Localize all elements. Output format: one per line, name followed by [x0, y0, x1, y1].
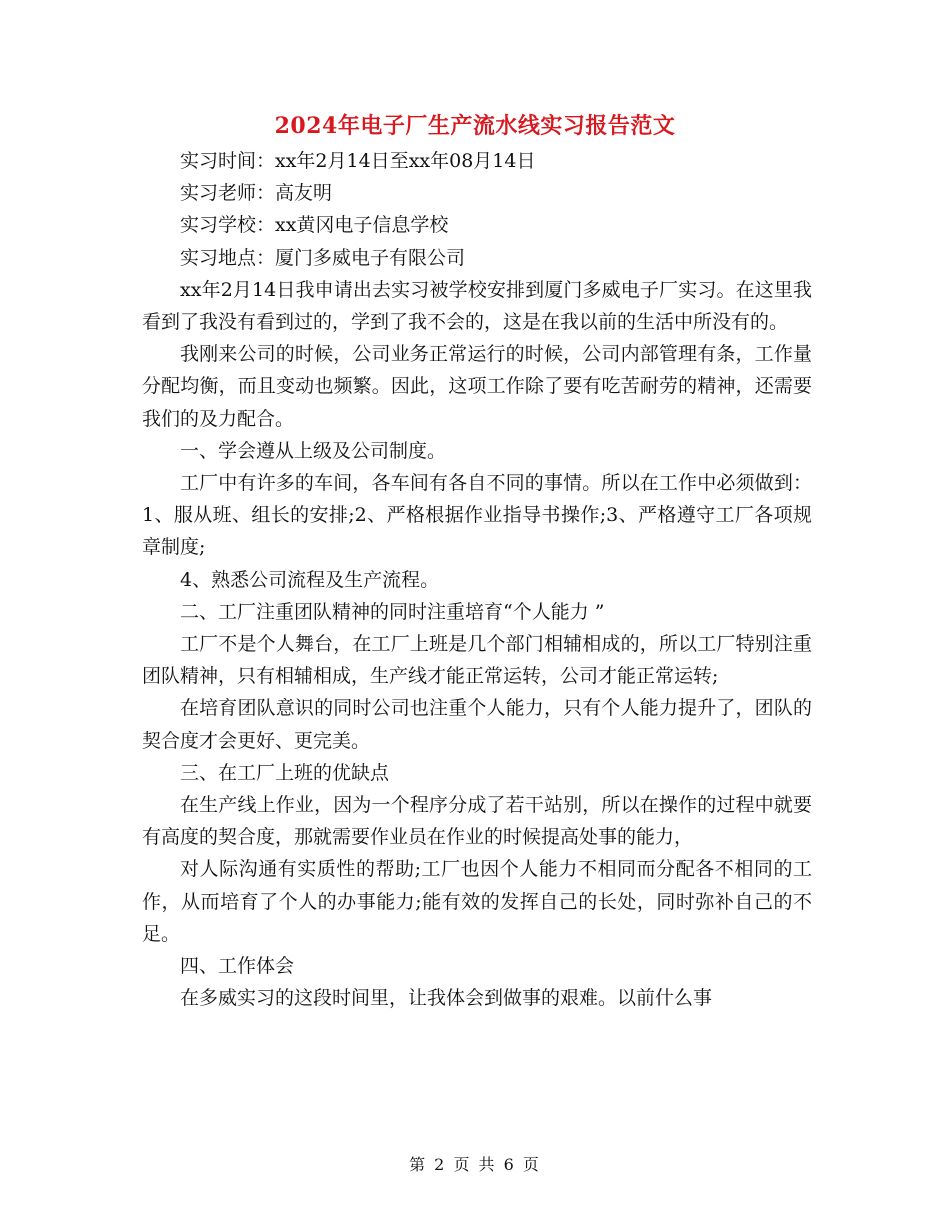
paragraph: 工厂中有许多的车间，各车间有各自不同的事情。所以在工作中必须做到：1、服从班、组长的安排;2、严格根据作业指导书操作;3、严格遵守工厂各项规章制度;	[142, 472, 812, 559]
paragraph: 对人际沟通有实质性的帮助;工厂也因个人能力不相同而分配各不相同的工作，从而培育了个人的办事能力;能有效的发挥自己的长处，同时弥补自己的不足。	[142, 858, 812, 945]
document-title: 2024年电子厂生产流水线实习报告范文	[274, 113, 676, 139]
paragraph: 工厂不是个人舞台，在工厂上班是几个部门相辅相成的，所以工厂特别注重团队精神，只有相辅相成，生产线才能正常运转，公司才能正常运转;	[142, 633, 812, 688]
paragraph: 在培育团队意识的同时公司也注重个人能力，只有个人能力提升了，团队的契合度才会更好、更完美。	[142, 697, 812, 752]
section-heading-3: 三、在工厂上班的优缺点	[180, 761, 390, 784]
paragraph-internship-time: 实习时间：xx年2月14日至xx年08月14日	[180, 150, 536, 172]
paragraph-internship-teacher: 实习老师：高友明	[180, 182, 333, 205]
paragraph: 在生产线上作业，因为一个程序分成了若干站别，所以在操作的过程中就要有高度的契合度，那就需要作业员在作业的时候提高处事的能力，	[142, 794, 812, 849]
paragraph-internship-school: 实习学校：xx黄冈电子信息学校	[180, 214, 449, 237]
paragraph-internship-location: 实习地点：厦门多威电子有限公司	[180, 246, 466, 269]
paragraph: 我刚来公司的时候，公司业务正常运行的时候，公司内部管理有条，工作量分配均衡，而且变动也频繁。因此，这项工作除了要有吃苦耐劳的精神，还需要我们的及力配合。	[142, 343, 812, 430]
paragraph: 在多威实习的这段时间里，让我体会到做事的艰难。以前什么事	[180, 987, 713, 1010]
paragraph: xx年2月14日我申请出去实习被学校安排到厦门多威电子厂实习。在这里我看到了我没有看到过的，学到了我不会的，这是在我以前的生活中所没有的。	[142, 278, 812, 334]
section-heading-2: 二、工厂注重团队精神的同时注重培育“个人能力 ”	[180, 600, 605, 623]
page-number-footer: 第 2 页 共 6 页	[409, 1155, 541, 1174]
document-body	[142, 145, 812, 1014]
section-heading-4: 四、工作体会	[180, 955, 295, 978]
section-heading-1: 一、学会遵从上级及公司制度。	[180, 439, 447, 462]
paragraph: 4、熟悉公司流程及生产流程。	[180, 568, 440, 591]
